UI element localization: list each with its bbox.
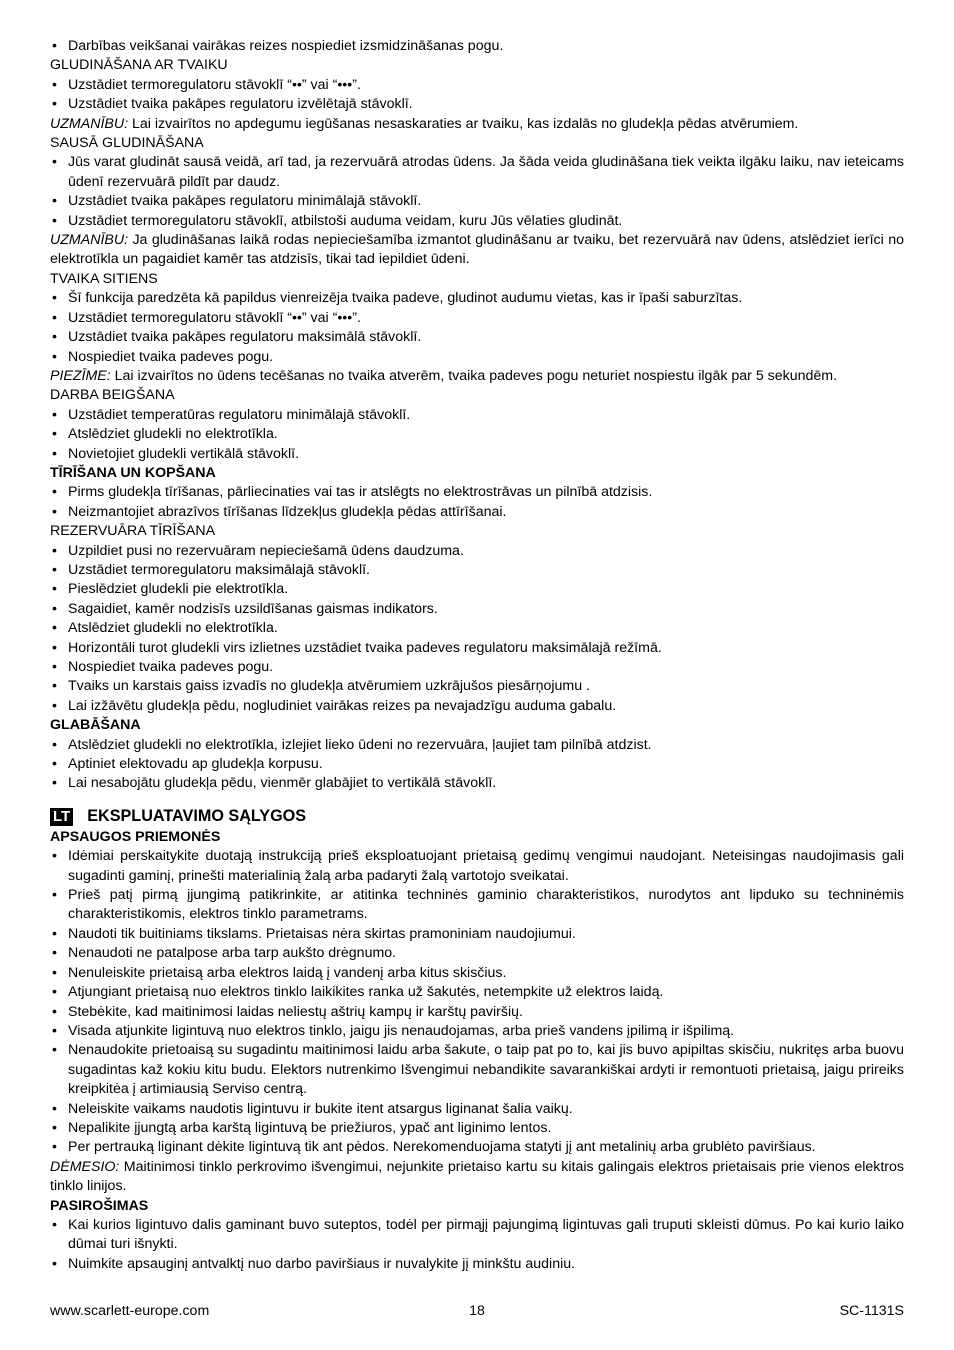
list-item: • Šī funkcija paredzēta kā papildus vienreizēja tvaika padeve, gludinot audumu vietas, kas ir īpaši saburzītas. (50, 289, 904, 308)
page-content (50, 37, 904, 1274)
footer-model: SC-1131S (839, 1303, 904, 1319)
section-heading-steam-burst: TVAIKA SITIENS (50, 270, 158, 287)
section-heading-cleaning: TĪRĪŠANA UN KOPŠANA (50, 464, 216, 481)
attention-label: DĖMESIO: (50, 1158, 120, 1175)
list-item: • Nenuleiskite prietaisą arba elektros laidą į vandenį arba kitus skisčius. (50, 964, 904, 983)
list-item: • Atslēdziet gludekli no elektrotīkla. (50, 425, 904, 444)
list-item: • Nenaudoti ne patalpose arba tarp aukšto drėgnumo. (50, 944, 904, 963)
list-item: • Sagaidiet, kamēr nodzisīs uzsildīšanas gaismas indikators. (50, 600, 904, 619)
list-item: • Horizontāli turot gludekli virs izlietnes uzstādiet tvaika padeves regulatoru maksimālajā režīmā. (50, 639, 904, 658)
list-item: • Neizmantojiet abrazīvos tīrīšanas līdzekļus gludekļa pēdas attīrīšanai. (50, 503, 904, 522)
section-heading-preparation: PASIROŠIMAS (50, 1197, 149, 1214)
section-heading-steam-ironing: GLUDINĀŠANA AR TVAIKU (50, 57, 228, 74)
section-heading-safety: APSAUGOS PRIEMONĖS (50, 828, 221, 845)
lt-title-text: EKSPLUATAVIMO SĄLYGOS (87, 807, 307, 826)
dry-ironing-list (50, 153, 904, 231)
note-label: PIEZĪME: (50, 367, 111, 384)
section-heading-tank-cleaning: REZERVUĀRA TĪRĪŠANA (50, 523, 216, 540)
list-item: • Nospiediet tvaika padeves pogu. (50, 658, 904, 677)
list-item: • Stebėkite, kad maitinimosi laidas neliestų aštrių kampų ir karštų paviršių. (50, 1003, 904, 1022)
list-item: • Per pertrauką liginant dėkite ligintuvą tik ant pėdos. Nerekomenduojama statyti jį ant metalinių arba grublėto paviršiaus. (50, 1138, 904, 1157)
page-footer (50, 1303, 904, 1323)
list-item: • Nospiediet tvaika padeves pogu. (50, 348, 904, 367)
list-item: • Neleiskite vaikams naudotis ligintuvu ir bukite itent atsargus liginanat šalia vaikų. (50, 1100, 904, 1119)
list-item: • Uzstādiet tvaika pakāpes regulatoru maksimālā stāvoklī. (50, 328, 904, 347)
list-item: • Uzstādiet tvaika pakāpes regulatoru minimālajā stāvoklī. (50, 192, 904, 211)
preparation-list (50, 1216, 904, 1274)
list-item: • Novietojiet gludekli vertikālā stāvoklī. (50, 445, 904, 464)
steam-ironing-warning (50, 115, 904, 134)
list-item: • Darbības veikšanai vairākas reizes nospiediet izsmidzināšanas pogu. (50, 37, 904, 56)
steam-burst-note (50, 367, 904, 386)
warning-text: Ja gludināšanas laikā rodas nepieciešamība izmantot gludināšanu ar tvaiku, bet rezervuārā nav ūdens, atslēdziet ierīci no elektrotīkla un pagaidiet kamēr tas atdzisīs, tikai tad iepildiet ūdeni. (50, 232, 904, 268)
cleaning-list (50, 483, 904, 522)
list-item: • Uzstādiet termoregulatoru stāvoklī, atbilstoši auduma veidam, kuru Jūs vēlaties gludināt. (50, 212, 904, 231)
warning-label: UZMANĪBU: (50, 115, 129, 132)
steam-ironing-list (50, 76, 904, 115)
list-item: • Idėmiai perskaitykite duotają instrukciją prieš eksploatuojant prietaisą gedimų vengimui naudojant. Neteisingas naudojimasis gali sugadinti gaminį, prinešti materialinią žalą arba padaryti žalą vartotojo sveikatai. (50, 847, 904, 886)
list-item: • Nenaudokite prietoaisą su sugadintu maitinimosi laidu arba šakute, o taip pat po to, kai jis buvo apipiltas skisčiu, nukritęs arba buovu sugadintas kaž kokiu kitu budu. Elektors nutrenkimo Išvengimui nebandikite savarankiškai ardyti ir remontuoti prietaisą, jaigu prireiks kreipkitėa į artimiausią Serviso centrą. (50, 1041, 904, 1099)
warning-label: UZMANĪBU: (50, 232, 129, 249)
list-item: • Kai kurios ligintuvo dalis gaminant buvo suteptos, todėl per pirmąjį pajungimą ligintuvas gali truputi skleisti dūmus. Po kai kurio laiko dūmai turi išnykti. (50, 1216, 904, 1255)
dry-ironing-warning (50, 231, 904, 270)
list-item: • Uzstādiet termoregulatoru maksimālajā stāvoklī. (50, 561, 904, 580)
list-item: • Atslēdziet gludekli no elektrotīkla. (50, 619, 904, 638)
list-item: • Nuimkite apsauginį antvalktį nuo darbo paviršiaus ir nuvalykite jį minkštu audiniu. (50, 1255, 904, 1274)
list-item: • Pieslēdziet gludekli pie elektrotīkla. (50, 580, 904, 599)
intro-list (50, 37, 904, 56)
steam-burst-list (50, 289, 904, 367)
storage-list (50, 736, 904, 794)
footer-website: www.scarlett-europe.com (50, 1303, 210, 1319)
list-item: • Atjungiant prietaisą nuo elektros tinklo laikikites ranka už šakutės, netempkite už elektros laidą. (50, 983, 904, 1002)
list-item: • Uzstādiet temperatūras regulatoru minimālajā stāvoklī. (50, 406, 904, 425)
lt-section-title (50, 806, 904, 828)
list-item: • Jūs varat gludināt sausā veidā, arī tad, ja rezervuārā atrodas ūdens. Ja šāda veida gludināšana tiek veikta ilgāku laiku, nav ieteicams ūdenī rezervuārā pildīt par daudz. (50, 153, 904, 192)
list-item: • Atslēdziet gludekli no elektrotīkla, izlejiet lieko ūdeni no rezervuāra, ļaujiet tam pilnībā atdzist. (50, 736, 904, 755)
list-item: • Uzstādiet termoregulatoru stāvoklī “••” vai “•••”. (50, 309, 904, 328)
warning-text: Lai izvairītos no apdegumu iegūšanas nesaskaraties ar tvaiku, kas izdalās no gludekļa pēdas atvērumiem. (128, 115, 799, 132)
list-item: • Uzstādiet tvaika pakāpes regulatoru izvēlētajā stāvoklī. (50, 95, 904, 114)
list-item: • Lai nesabojātu gludekļa pēdu, vienmēr glabājiet to vertikālā stāvoklī. (50, 774, 904, 793)
list-item: • Tvaiks un karstais gaiss izvadīs no gludekļa atvērumiem uzkrājušos piesārņojumu . (50, 677, 904, 696)
list-item: • Naudoti tik buitiniams tikslams. Prietaisas nėra skirtas pramoniniam naudojiumui. (50, 925, 904, 944)
list-item: • Uzstādiet termoregulatoru stāvoklī “••” vai “•••”. (50, 76, 904, 95)
section-heading-storage: GLABĀŠANA (50, 717, 141, 734)
attention-text: Maitinimosi tinklo perkrovimo išvengimui, nejunkite prietaiso kartu su kitais galingais elektros prietaisais prie vienos elektros tinklo linijos. (50, 1158, 904, 1195)
section-heading-finishing: DARBA BEIGŠANA (50, 387, 175, 404)
list-item: • Prieš patį pirmą įjungimą patikrinkite, ar atitinka techninės gaminio charakteristikos, nurodytos ant lipduko su techninėmis charakteristikomis, elektros tinklo parametrams. (50, 886, 904, 925)
tank-cleaning-list (50, 542, 904, 717)
safety-list (50, 847, 904, 1158)
list-item: • Lai izžāvētu gludekļa pēdu, nogludiniet vairākas reizes pa nevajadzīgu auduma gabalu. (50, 697, 904, 716)
finishing-list (50, 406, 904, 464)
section-heading-dry-ironing: SAUSĀ GLUDINĀŠANA (50, 135, 204, 152)
list-item: • Nepalikite įjungtą arba karštą ligintuvą be priežiuros, ypač ant liginimo lentos. (50, 1119, 904, 1138)
language-badge: LT (50, 808, 73, 826)
safety-attention (50, 1158, 904, 1197)
list-item: • Uzpildiet pusi no rezervuāram nepieciešamā ūdens daudzuma. (50, 542, 904, 561)
list-item: • Aptiniet elektovadu ap gludekļa korpusu. (50, 755, 904, 774)
footer-page-number: 18 (469, 1303, 485, 1319)
note-text: Lai izvairītos no ūdens tecēšanas no tvaika atverēm, tvaika padeves pogu neturiet nospiestu ilgāk par 5 sekundēm. (110, 367, 838, 384)
list-item: • Pirms gludekļa tīrīšanas, pārliecinaties vai tas ir atslēgts no elektrostrāvas un pilnībā atdzisis. (50, 483, 904, 502)
list-item: • Visada atjunkite ligintuvą nuo elektros tinklo, jaigu jis nenaudojamas, arba prieš vandens įpilimą ir išpilimą. (50, 1022, 904, 1041)
